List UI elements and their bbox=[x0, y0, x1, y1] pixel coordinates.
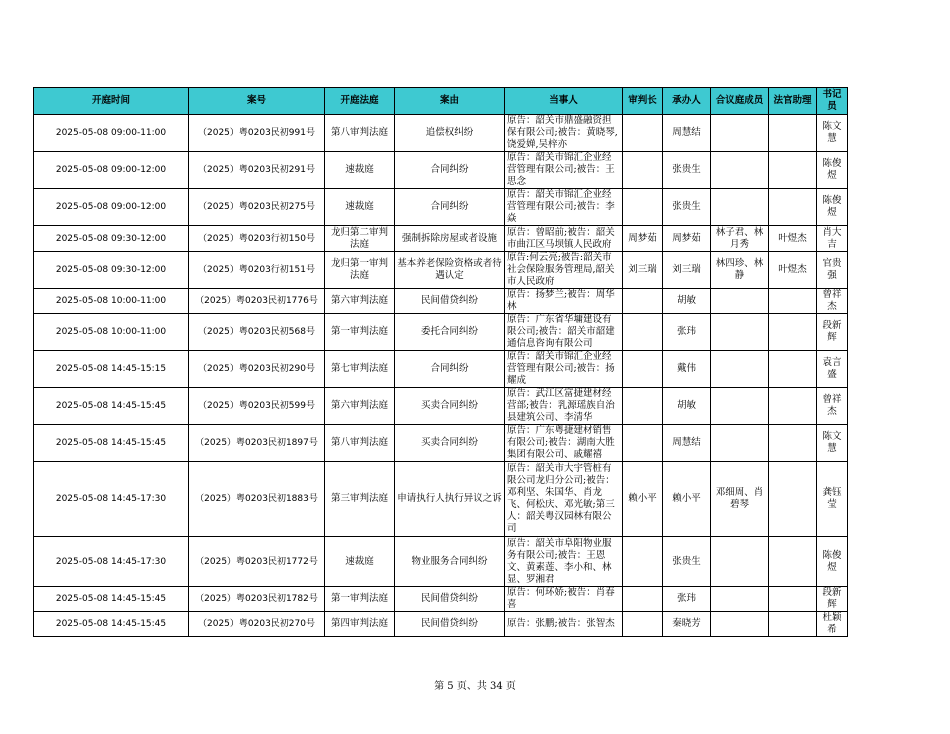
parties-cell: 原告：韶关市锦汇企业经营管理有限公司;被告：李焱 bbox=[505, 189, 623, 226]
table-row bbox=[34, 612, 848, 637]
panel-members-cell: 林四珍、林静 bbox=[711, 252, 769, 289]
table-row bbox=[34, 252, 848, 289]
cause-cell: 买卖合同纠纷 bbox=[395, 425, 505, 462]
presiding-judge-cell bbox=[623, 314, 663, 351]
presiding-judge-cell bbox=[623, 388, 663, 425]
clerk-cell: 陈文慧 bbox=[817, 115, 848, 152]
case-number-cell: （2025）粤0203民初1776号 bbox=[189, 289, 325, 314]
presiding-judge-cell bbox=[623, 612, 663, 637]
header-cause: 案由 bbox=[395, 88, 505, 115]
case-number-cell: （2025）粤0203民初275号 bbox=[189, 189, 325, 226]
header-clerk: 书记员 bbox=[817, 88, 848, 115]
hearing-time-cell: 2025-05-08 09:00-11:00 bbox=[34, 115, 189, 152]
hearing-schedule-table bbox=[33, 87, 848, 637]
hearing-time-cell: 2025-05-08 14:45-17:30 bbox=[34, 537, 189, 587]
handling-judge-cell: 胡敏 bbox=[663, 289, 711, 314]
clerk-cell: 肖大吉 bbox=[817, 226, 848, 252]
judge-assistant-cell: 叶煜杰 bbox=[769, 226, 817, 252]
table-row bbox=[34, 289, 848, 314]
hearing-time-cell: 2025-05-08 14:45-15:45 bbox=[34, 587, 189, 612]
table-header-row bbox=[34, 88, 848, 115]
parties-cell: 原告：韶关市阜阳物业服务有限公司;被告：王恩文、黄素莲、李小和、林显、罗湘君 bbox=[505, 537, 623, 587]
handling-judge-cell: 周慧结 bbox=[663, 115, 711, 152]
clerk-cell: 杜颖希 bbox=[817, 612, 848, 637]
header-judge-assistant: 法官助理 bbox=[769, 88, 817, 115]
presiding-judge-cell: 刘三瑞 bbox=[623, 252, 663, 289]
presiding-judge-cell bbox=[623, 289, 663, 314]
parties-cell: 原告：广东粤捷建材销售有限公司;被告：湖南大胜集团有限公司、戚耀禧 bbox=[505, 425, 623, 462]
cause-cell: 民间借贷纠纷 bbox=[395, 587, 505, 612]
panel-members-cell bbox=[711, 537, 769, 587]
handling-judge-cell: 周慧结 bbox=[663, 425, 711, 462]
courtroom-cell: 第一审判法庭 bbox=[325, 314, 395, 351]
hearing-time-cell: 2025-05-08 10:00-11:00 bbox=[34, 289, 189, 314]
courtroom-cell: 第一审判法庭 bbox=[325, 587, 395, 612]
clerk-cell: 龚钰莹 bbox=[817, 462, 848, 537]
handling-judge-cell: 赖小平 bbox=[663, 462, 711, 537]
handling-judge-cell: 戴伟 bbox=[663, 351, 711, 388]
panel-members-cell bbox=[711, 189, 769, 226]
parties-cell: 原告：广东省华墉建设有限公司;被告：韶关市韶建通信息咨询有限公司 bbox=[505, 314, 623, 351]
judge-assistant-cell bbox=[769, 462, 817, 537]
presiding-judge-cell: 周梦茹 bbox=[623, 226, 663, 252]
page-footer: 第 5 页、共 34 页 bbox=[434, 681, 516, 692]
parties-cell: 原告：张鹏;被告：张智杰 bbox=[505, 612, 623, 637]
case-number-cell: （2025）粤0203民初568号 bbox=[189, 314, 325, 351]
handling-judge-cell: 张玮 bbox=[663, 314, 711, 351]
handling-judge-cell: 周梦茹 bbox=[663, 226, 711, 252]
case-number-cell: （2025）粤0203民初291号 bbox=[189, 152, 325, 189]
cause-cell: 合同纠纷 bbox=[395, 351, 505, 388]
panel-members-cell bbox=[711, 289, 769, 314]
judge-assistant-cell bbox=[769, 115, 817, 152]
hearing-time-cell: 2025-05-08 09:00-12:00 bbox=[34, 152, 189, 189]
courtroom-cell: 第四审判法庭 bbox=[325, 612, 395, 637]
parties-cell: 原告:何云亮;被告:韶关市社会保险服务管理局,韶关市人民政府 bbox=[505, 252, 623, 289]
panel-members-cell bbox=[711, 152, 769, 189]
judge-assistant-cell bbox=[769, 587, 817, 612]
hearing-time-cell: 2025-05-08 10:00-11:00 bbox=[34, 314, 189, 351]
handling-judge-cell: 胡敏 bbox=[663, 388, 711, 425]
cause-cell: 申请执行人执行异议之诉 bbox=[395, 462, 505, 537]
cause-cell: 基本养老保险资格或者待遇认定 bbox=[395, 252, 505, 289]
cause-cell: 买卖合同纠纷 bbox=[395, 388, 505, 425]
panel-members-cell bbox=[711, 115, 769, 152]
table-row bbox=[34, 189, 848, 226]
table-row bbox=[34, 152, 848, 189]
judge-assistant-cell: 叶煜杰 bbox=[769, 252, 817, 289]
hearing-time-cell: 2025-05-08 09:30-12:00 bbox=[34, 252, 189, 289]
case-number-cell: （2025）粤0203行初151号 bbox=[189, 252, 325, 289]
panel-members-cell bbox=[711, 314, 769, 351]
handling-judge-cell: 张玮 bbox=[663, 587, 711, 612]
case-number-cell: （2025）粤0203民初1782号 bbox=[189, 587, 325, 612]
table-row bbox=[34, 388, 848, 425]
clerk-cell: 陈俊煜 bbox=[817, 189, 848, 226]
case-number-cell: （2025）粤0203民初1883号 bbox=[189, 462, 325, 537]
handling-judge-cell: 张贵生 bbox=[663, 189, 711, 226]
presiding-judge-cell bbox=[623, 115, 663, 152]
header-panel-members: 合议庭成员 bbox=[711, 88, 769, 115]
case-number-cell: （2025）粤0203民初991号 bbox=[189, 115, 325, 152]
case-number-cell: （2025）粤0203民初270号 bbox=[189, 612, 325, 637]
table-row bbox=[34, 351, 848, 388]
cause-cell: 民间借贷纠纷 bbox=[395, 612, 505, 637]
hearing-time-cell: 2025-05-08 14:45-15:45 bbox=[34, 388, 189, 425]
panel-members-cell bbox=[711, 388, 769, 425]
handling-judge-cell: 刘三瑞 bbox=[663, 252, 711, 289]
panel-members-cell bbox=[711, 587, 769, 612]
header-case-number: 案号 bbox=[189, 88, 325, 115]
hearing-time-cell: 2025-05-08 09:30-12:00 bbox=[34, 226, 189, 252]
judge-assistant-cell bbox=[769, 189, 817, 226]
table-row bbox=[34, 587, 848, 612]
parties-cell: 原告：韶关市锦汇企业经营管理有限公司;被告：王思念 bbox=[505, 152, 623, 189]
panel-members-cell: 邓细周、肖碧琴 bbox=[711, 462, 769, 537]
parties-cell: 原告：韶关市鼎盛融资担保有限公司;被告：黄晓琴,饶爱婵,吴梓亦 bbox=[505, 115, 623, 152]
presiding-judge-cell bbox=[623, 351, 663, 388]
header-presiding-judge: 审判长 bbox=[623, 88, 663, 115]
clerk-cell: 曾祥杰 bbox=[817, 289, 848, 314]
presiding-judge-cell bbox=[623, 189, 663, 226]
handling-judge-cell: 张贵生 bbox=[663, 152, 711, 189]
courtroom-cell: 第六审判法庭 bbox=[325, 388, 395, 425]
case-number-cell: （2025）粤0203民初1897号 bbox=[189, 425, 325, 462]
cause-cell: 民间借贷纠纷 bbox=[395, 289, 505, 314]
panel-members-cell bbox=[711, 425, 769, 462]
cause-cell: 合同纠纷 bbox=[395, 189, 505, 226]
courtroom-cell: 第三审判法庭 bbox=[325, 462, 395, 537]
table-row bbox=[34, 462, 848, 537]
clerk-cell: 段新辉 bbox=[817, 587, 848, 612]
presiding-judge-cell bbox=[623, 152, 663, 189]
table-row bbox=[34, 115, 848, 152]
cause-cell: 合同纠纷 bbox=[395, 152, 505, 189]
header-handling-judge: 承办人 bbox=[663, 88, 711, 115]
courtroom-cell: 第八审判法庭 bbox=[325, 425, 395, 462]
parties-cell: 原告：武江区富捷建材经营部;被告：乳源瑶族自治县建筑公司、李清华 bbox=[505, 388, 623, 425]
courtroom-cell: 龙归第二审判法庭 bbox=[325, 226, 395, 252]
judge-assistant-cell bbox=[769, 351, 817, 388]
judge-assistant-cell bbox=[769, 152, 817, 189]
parties-cell: 原告：何环娇;被告：肖春喜 bbox=[505, 587, 623, 612]
cause-cell: 追偿权纠纷 bbox=[395, 115, 505, 152]
courtroom-cell: 龙归第一审判法庭 bbox=[325, 252, 395, 289]
case-number-cell: （2025）粤0203民初599号 bbox=[189, 388, 325, 425]
courtroom-cell: 速裁庭 bbox=[325, 152, 395, 189]
clerk-cell: 陈文慧 bbox=[817, 425, 848, 462]
clerk-cell: 段新辉 bbox=[817, 314, 848, 351]
clerk-cell: 陈俊煜 bbox=[817, 537, 848, 587]
case-number-cell: （2025）粤0203民初1772号 bbox=[189, 537, 325, 587]
judge-assistant-cell bbox=[769, 612, 817, 637]
case-number-cell: （2025）粤0203行初150号 bbox=[189, 226, 325, 252]
clerk-cell: 袁言盛 bbox=[817, 351, 848, 388]
hearing-time-cell: 2025-05-08 14:45-15:45 bbox=[34, 612, 189, 637]
table-row bbox=[34, 537, 848, 587]
case-number-cell: （2025）粤0203民初290号 bbox=[189, 351, 325, 388]
judge-assistant-cell bbox=[769, 289, 817, 314]
parties-cell: 原告：韶关市锦汇企业经营管理有限公司;被告：扬耀成 bbox=[505, 351, 623, 388]
table-row bbox=[34, 314, 848, 351]
cause-cell: 强制拆除房屋或者设施 bbox=[395, 226, 505, 252]
courtroom-cell: 第七审判法庭 bbox=[325, 351, 395, 388]
hearing-time-cell: 2025-05-08 14:45-15:45 bbox=[34, 425, 189, 462]
courtroom-cell: 速裁庭 bbox=[325, 189, 395, 226]
hearing-time-cell: 2025-05-08 14:45-17:30 bbox=[34, 462, 189, 537]
judge-assistant-cell bbox=[769, 425, 817, 462]
parties-cell: 原告：扬梦兰;被告：周华林 bbox=[505, 289, 623, 314]
cause-cell: 物业服务合同纠纷 bbox=[395, 537, 505, 587]
panel-members-cell: 林子君、林月秀 bbox=[711, 226, 769, 252]
courtroom-cell: 第八审判法庭 bbox=[325, 115, 395, 152]
parties-cell: 原告：曾昭前;被告：韶关市曲江区马坝镇人民政府 bbox=[505, 226, 623, 252]
courtroom-cell: 速裁庭 bbox=[325, 537, 395, 587]
courtroom-cell: 第六审判法庭 bbox=[325, 289, 395, 314]
header-courtroom: 开庭法庭 bbox=[325, 88, 395, 115]
header-parties: 当事人 bbox=[505, 88, 623, 115]
presiding-judge-cell bbox=[623, 537, 663, 587]
handling-judge-cell: 张贵生 bbox=[663, 537, 711, 587]
table-row bbox=[34, 226, 848, 252]
hearing-time-cell: 2025-05-08 14:45-15:15 bbox=[34, 351, 189, 388]
presiding-judge-cell: 赖小平 bbox=[623, 462, 663, 537]
handling-judge-cell: 秦晓芳 bbox=[663, 612, 711, 637]
judge-assistant-cell bbox=[769, 537, 817, 587]
parties-cell: 原告：韶关市大宇管桩有限公司龙归分公司;被告：邓利坚、朱国华、肖龙飞、何松庆、邓光敏;第三人：韶关粤汉园林有限公司 bbox=[505, 462, 623, 537]
clerk-cell: 官贵强 bbox=[817, 252, 848, 289]
presiding-judge-cell bbox=[623, 425, 663, 462]
clerk-cell: 曾祥杰 bbox=[817, 388, 848, 425]
panel-members-cell bbox=[711, 612, 769, 637]
table-row bbox=[34, 425, 848, 462]
judge-assistant-cell bbox=[769, 388, 817, 425]
judge-assistant-cell bbox=[769, 314, 817, 351]
panel-members-cell bbox=[711, 351, 769, 388]
header-hearing-time: 开庭时间 bbox=[34, 88, 189, 115]
hearing-time-cell: 2025-05-08 09:00-12:00 bbox=[34, 189, 189, 226]
cause-cell: 委托合同纠纷 bbox=[395, 314, 505, 351]
clerk-cell: 陈俊煜 bbox=[817, 152, 848, 189]
presiding-judge-cell bbox=[623, 587, 663, 612]
